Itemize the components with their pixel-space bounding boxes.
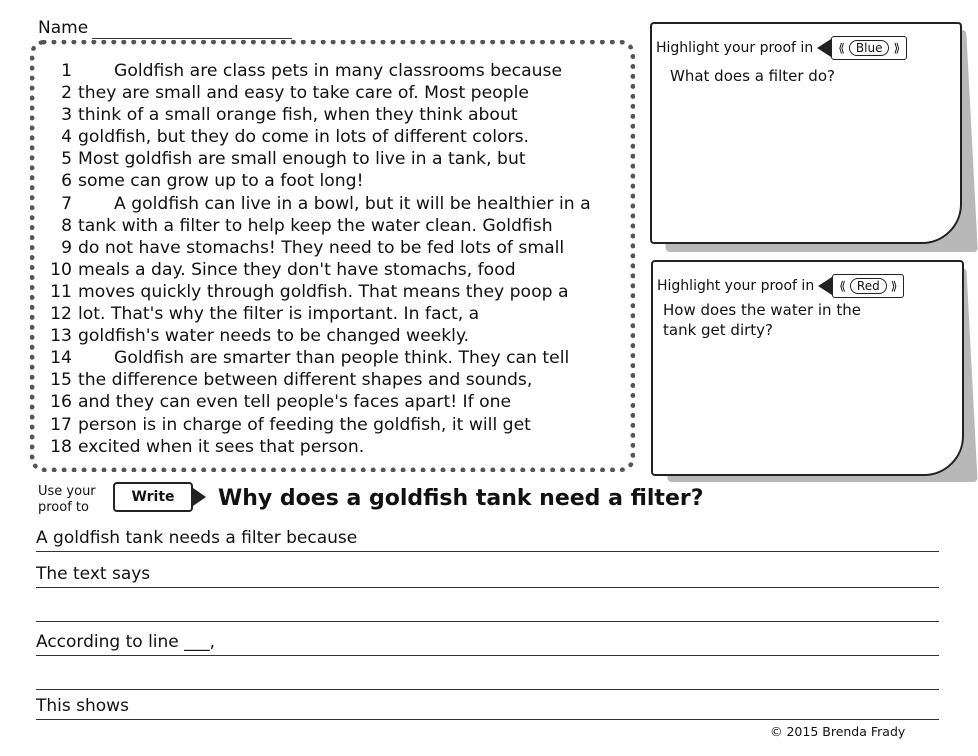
write-instruction [38,484,96,516]
line-text: goldfish's water needs to be changed weekly. [78,326,470,347]
answer-line[interactable] [36,621,939,622]
write-instruction-line1: Use your [38,484,96,499]
line-number: 1 [61,61,72,81]
passage-line [44,215,619,237]
line-text: person is in charge of feeding the goldfish, it will get [78,414,531,435]
passage-line [44,325,619,347]
note-heading [656,36,907,60]
line-text: A goldfish can live in a bowl, but it will be healthier in a [114,193,591,214]
line-number: 10 [50,259,72,280]
line-number: 3 [61,105,72,126]
note-question-line2: tank get dirty? [663,321,774,339]
sticky-note-blue [650,22,962,244]
passage-line [44,237,619,259]
line-text: excited when it sees that person. [78,436,365,457]
passage-line [44,436,619,458]
line-text: goldfish, but they do come in lots of different colors. [78,127,530,148]
passage-line [44,82,619,104]
line-number: 5 [61,149,72,170]
blue-crayon-icon: ⟪ Blue ⟫ [817,36,907,60]
passage-line [44,104,619,126]
line-text: moves quickly through goldfish. That means they poop a [78,281,569,302]
line-number: 16 [50,392,72,413]
line-number: 8 [61,215,72,236]
answer-stem-4: According to line ___, [36,632,216,652]
line-number: 7 [61,193,72,214]
passage-line [44,347,619,369]
line-text: Goldfish are class pets in many classrooms because [114,61,563,81]
passage-line [44,369,619,391]
line-number: 9 [61,237,72,258]
passage-line [44,303,619,325]
line-text: and they can even tell people's faces apart! If one [78,392,512,413]
name-field[interactable] [92,38,292,39]
answer-line[interactable] [36,689,939,690]
note-heading-text: Highlight your proof in [656,40,814,56]
answer-line[interactable] [36,719,939,720]
line-number: 2 [61,83,72,104]
passage-line [44,281,619,303]
line-number: 4 [61,127,72,148]
passage-line [44,391,619,413]
answer-line[interactable] [36,587,939,588]
line-number: 12 [50,304,72,325]
note-question-line1: How does the water in the [663,301,861,319]
line-text: Goldfish are smarter than people think. They can tell [114,348,570,369]
passage-line [44,193,619,215]
sticky-note-red [651,260,964,476]
answer-stem-1: A goldfish tank needs a filter because [36,528,358,548]
line-text: they are small and easy to take care of. Most people [78,83,529,104]
note-heading [657,274,904,298]
line-number: 18 [50,436,72,457]
copyright: © 2015 Brenda Frady [770,724,906,739]
passage [44,60,619,458]
write-crayon-label: Write [131,489,175,505]
line-text: think of a small orange fish, when they think about [78,105,518,126]
passage-line [44,148,619,170]
line-number: 6 [61,171,72,192]
line-number: 15 [50,370,72,391]
line-text: some can grow up to a foot long! [78,171,364,192]
main-question: Why does a goldfish tank need a filter? [218,486,704,511]
crayon-label-blue: Blue [849,40,890,56]
line-text: lot. That's why the filter is important. In fact, a [78,304,480,325]
passage-line [44,259,619,281]
name-label: Name [38,18,89,38]
line-text: the difference between different shapes and sounds, [78,370,533,391]
line-text: do not have stomachs! They need to be fed lots of small [78,237,565,258]
red-crayon-icon: ⟪ Red ⟫ [818,274,904,298]
line-number: 14 [50,348,72,369]
line-number: 17 [50,414,72,435]
line-number: 11 [50,281,72,302]
passage-line [44,126,619,148]
answer-line[interactable] [36,551,939,552]
line-text: meals a day. Since they don't have stomachs, food [78,259,516,280]
passage-line [44,170,619,192]
crayon-label-red: Red [850,278,887,294]
answer-stem-2: The text says [36,564,151,584]
line-number: 13 [50,326,72,347]
note-question: What does a filter do? [670,67,835,85]
line-text: Most goldfish are small enough to live in a tank, but [78,149,526,170]
passage-line [44,414,619,436]
passage-line [44,60,619,82]
answer-line[interactable] [36,655,939,656]
write-instruction-line2: proof to [38,500,89,515]
line-text: tank with a filter to help keep the water clean. Goldfish [78,215,553,236]
write-crayon-icon [113,482,206,512]
answer-stem-6: This shows [36,696,129,716]
note-heading-text: Highlight your proof in [657,278,815,294]
